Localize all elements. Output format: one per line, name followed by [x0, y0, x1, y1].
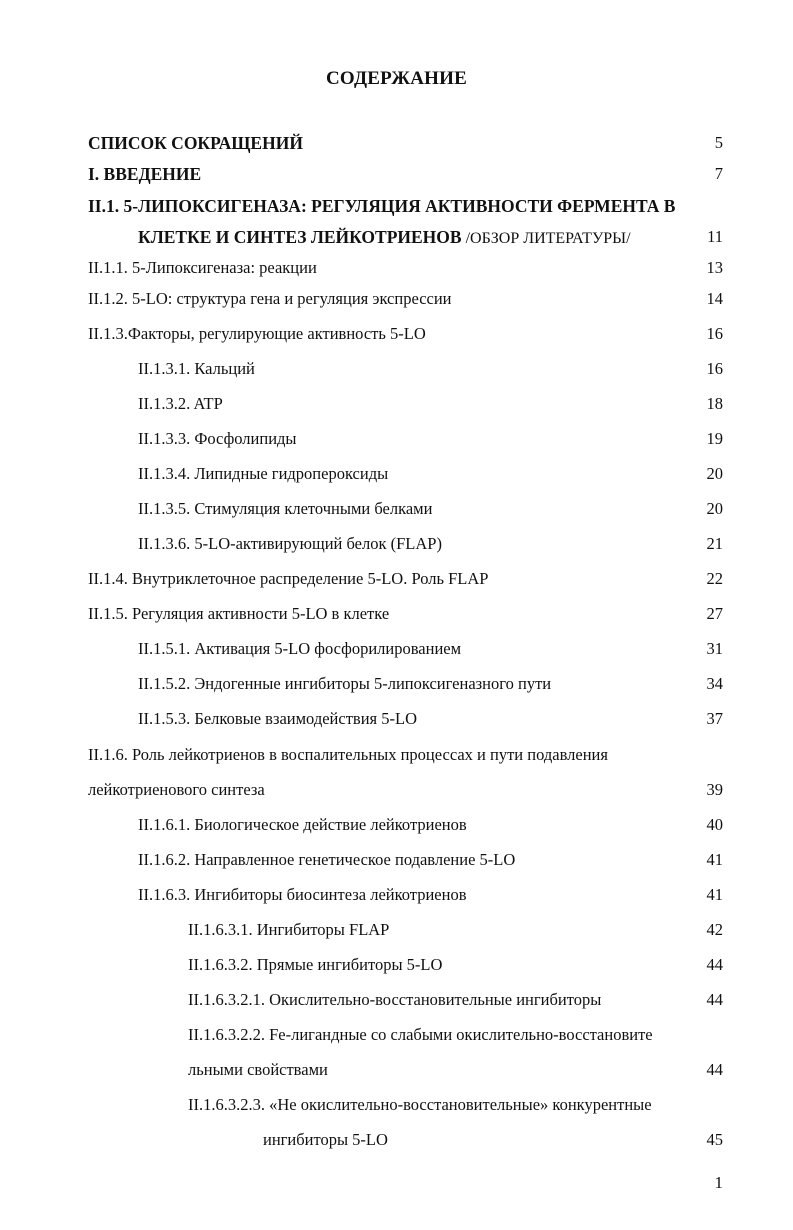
toc-entry-page: 20 — [706, 499, 723, 518]
toc-entry-bold-part: КЛЕТКЕ И СИНТЕЗ ЛЕЙКОТРИЕНОВ — [138, 227, 462, 247]
toc-entry-page: 44 — [706, 955, 723, 974]
toc-entry-page: 21 — [706, 534, 723, 553]
toc-entry-tail: /ОБЗОР ЛИТЕРАТУРЫ/ — [461, 230, 631, 247]
toc-entry-text: II.1.6. Роль лейкотриенов в воспалительных процессах и пути подавления — [88, 745, 608, 764]
toc-entry-page: 42 — [706, 920, 723, 939]
toc-entry-text: II.1.4. Внутриклеточное распределение 5-LO. Роль FLAP — [88, 569, 489, 588]
toc-entry-text: II.1.5.1. Активация 5-LO фосфорилированием — [138, 639, 462, 658]
toc-entry-text: II.1.3.6. 5-LO-активирующий белок (FLAP) — [138, 534, 442, 553]
toc-entry-page: 39 — [706, 780, 723, 799]
toc-entry-text: СПИСОК СОКРАЩЕНИЙ — [88, 133, 303, 153]
toc-entry-text: II.1.6.3. Ингибиторы биосинтеза лейкотриенов — [138, 885, 467, 904]
toc-entry-page: 44 — [706, 1060, 723, 1079]
toc-entry-page: 41 — [706, 850, 723, 869]
toc-entry-text: II.1.3.1. Кальций — [138, 359, 255, 378]
toc-entry-text: II.1.6.3.2.2. Fe-лигандные со слабыми окислительно-восстановите — [188, 1025, 653, 1044]
toc-entry-text: II.1.5. Регуляция активности 5-LO в клетке — [88, 604, 390, 623]
toc-entry-text: II.1.5.2. Эндогенные ингибиторы 5-липоксигеназного пути — [138, 674, 552, 693]
toc-entry-page: 31 — [706, 639, 723, 658]
toc-entry-page: 34 — [706, 674, 723, 693]
page-number: 1 — [714, 1173, 723, 1192]
toc-entry-text: II.1.6.2. Направленное генетическое подавление 5-LO — [138, 850, 516, 869]
toc-entry-page: 44 — [706, 990, 723, 1009]
toc-entry-text: II.1.3.4. Липидные гидропероксиды — [138, 464, 389, 483]
toc-entry-page: 19 — [706, 429, 723, 448]
toc-entry-text: II.1.2. 5-LO: структура гена и регуляция экспрессии — [88, 289, 452, 308]
toc-entry-text: II.1.3.2. ATP — [138, 394, 223, 413]
toc-entry-page: 5 — [714, 133, 723, 152]
toc-entry-page: 45 — [706, 1130, 723, 1149]
toc-entry-page: 18 — [706, 394, 723, 413]
toc-entry-text: II.1.3.5. Стимуляция клеточными белками — [138, 499, 433, 518]
toc-entry-text: II.1.3.3. Фосфолипиды — [138, 429, 297, 448]
toc-entry-text: II.1.6.3.2.3. «Не окислительно-восстановительные» конкурентные — [188, 1095, 652, 1114]
toc-entry-page: 11 — [707, 227, 723, 246]
toc-entry-text: II.1.6.3.2.1. Окислительно-восстановительные ингибиторы — [188, 990, 602, 1009]
toc-entry-page: 40 — [706, 815, 723, 834]
toc-entry-text: II.1. 5-ЛИПОКСИГЕНАЗА: РЕГУЛЯЦИЯ АКТИВНОСТИ ФЕРМЕНТА В — [88, 196, 676, 216]
toc-entry-page: 13 — [706, 258, 723, 277]
toc-entry-text: II.1.6.1. Биологическое действие лейкотриенов — [138, 815, 467, 834]
toc-entry-page: 27 — [706, 604, 723, 623]
toc-entry-text: I. ВВЕДЕНИЕ — [88, 164, 202, 184]
toc-entry-text: II.1.1. 5-Липоксигеназа: реакции — [88, 258, 317, 277]
toc-entry-page: 22 — [706, 569, 723, 588]
toc-entry-page: 37 — [706, 709, 723, 728]
toc-entry-text: II.1.6.3.1. Ингибиторы FLAP — [188, 920, 390, 939]
toc-entry-text: II.1.6.3.2. Прямые ингибиторы 5-LO — [188, 955, 443, 974]
toc-entry-page: 20 — [706, 464, 723, 483]
toc-entry-text: лейкотриенового синтеза — [88, 780, 265, 799]
toc-entry-page: 16 — [706, 324, 723, 343]
toc-entry-page: 14 — [706, 289, 723, 308]
toc-entry-page: 41 — [706, 885, 723, 904]
toc-entry-text: ингибиторы 5-LO — [263, 1130, 388, 1149]
toc-entry-text — [138, 226, 631, 250]
toc-entry-page: 7 — [714, 164, 723, 183]
toc-entry-text: II.1.5.3. Белковые взаимодействия 5-LO — [138, 709, 417, 728]
toc-entry-page: 16 — [706, 359, 723, 378]
toc-entry-text: II.1.3.Факторы, регулирующие активность 5-LO — [88, 324, 426, 343]
page-title: СОДЕРЖАНИЕ — [326, 68, 467, 89]
toc-entry-text: льными свойствами — [188, 1060, 328, 1079]
